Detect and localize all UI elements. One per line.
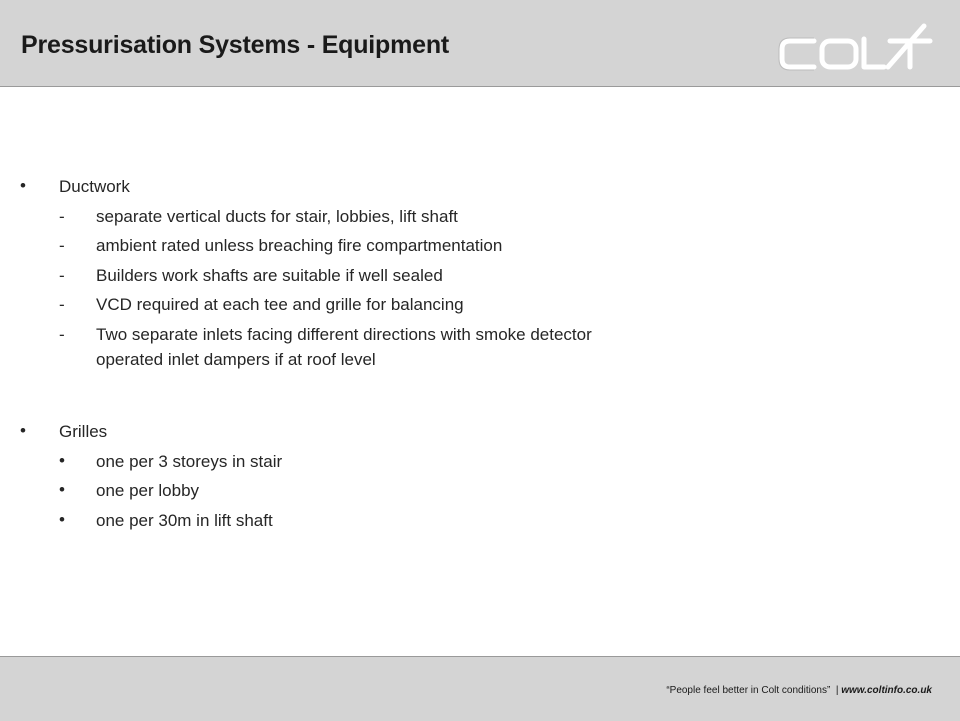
footer-tagline: “People feel better in Colt conditions” bbox=[666, 685, 831, 696]
footer-url[interactable]: www.coltinfo.co.uk bbox=[841, 685, 932, 696]
bullet-marker: • bbox=[59, 451, 65, 470]
slide-footer bbox=[0, 656, 960, 721]
grilles-item: one per 3 storeys in stair bbox=[96, 452, 283, 471]
bullet-marker: • bbox=[59, 480, 65, 499]
ductwork-item: Builders work shafts are suitable if well sealed bbox=[96, 266, 443, 285]
grilles-heading: Grilles bbox=[59, 422, 108, 441]
dash-marker: - bbox=[59, 266, 65, 285]
grilles-item: one per 30m in lift shaft bbox=[96, 511, 273, 530]
dash-marker: - bbox=[59, 295, 65, 314]
ductwork-item: separate vertical ducts for stair, lobbies, lift shaft bbox=[96, 207, 458, 226]
ductwork-item: ambient rated unless breaching fire compartmentation bbox=[96, 236, 503, 255]
grilles-item: one per lobby bbox=[96, 481, 200, 500]
bullet-marker: • bbox=[20, 176, 26, 195]
bullet-marker: • bbox=[20, 421, 26, 440]
slide-title: Pressurisation Systems - Equipment bbox=[21, 31, 450, 59]
ductwork-item-continuation: operated inlet dampers if at roof level bbox=[96, 350, 376, 369]
ductwork-heading: Ductwork bbox=[59, 177, 130, 196]
ductwork-item: VCD required at each tee and grille for balancing bbox=[96, 295, 464, 314]
footer-separator: | bbox=[835, 685, 839, 696]
dash-marker: - bbox=[59, 207, 65, 226]
dash-marker: - bbox=[59, 325, 65, 344]
dash-marker: - bbox=[59, 236, 65, 255]
bullet-marker: • bbox=[59, 510, 65, 529]
ductwork-item: Two separate inlets facing different directions with smoke detector bbox=[96, 325, 592, 344]
footer-text bbox=[666, 685, 932, 697]
